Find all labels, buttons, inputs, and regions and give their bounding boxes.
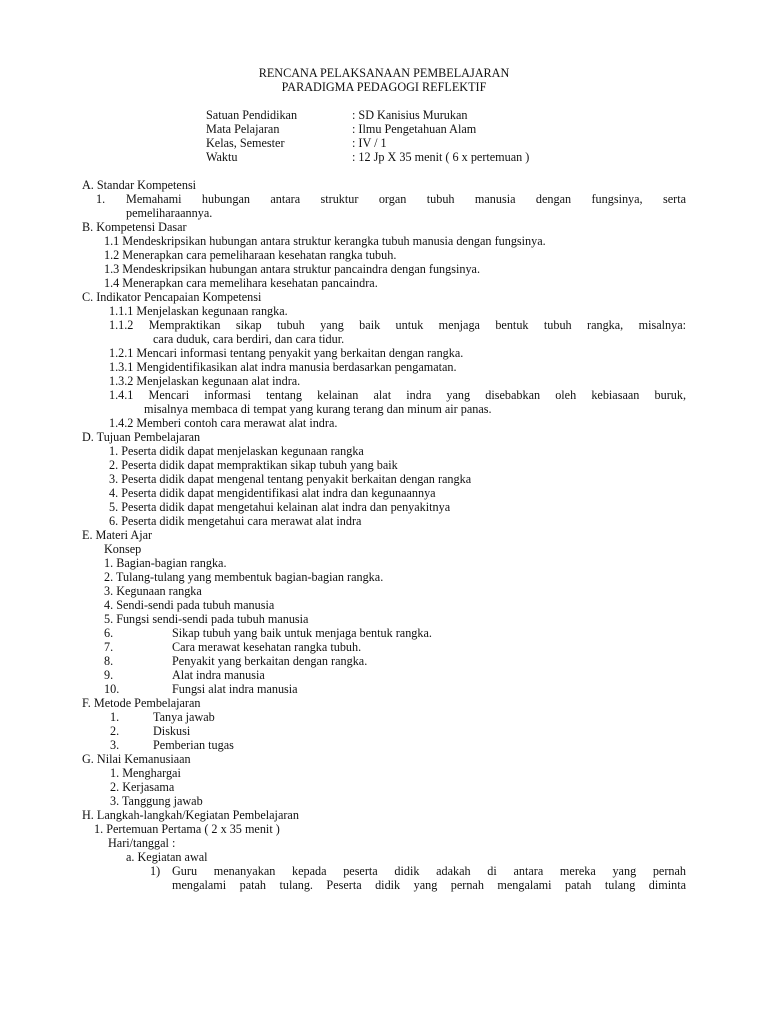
list-number: 2. — [110, 724, 120, 738]
list-item: 2. Peserta didik dapat mempraktikan sikap tubuh yang baik — [109, 458, 398, 472]
list-item: 1.2.1 Mencari informasi tentang penyakit yang berkaitan dengan rangka. — [109, 346, 464, 360]
date-label: Hari/tanggal : — [108, 836, 176, 850]
list-item: 1.4.2 Memberi contoh cara merawat alat indra. — [109, 416, 338, 430]
activity-heading: a. Kegiatan awal — [126, 850, 208, 864]
meta-key: Mata Pelajaran — [206, 122, 280, 136]
list-number: 1. — [96, 192, 106, 206]
list-item: 4. Peserta didik dapat mengidentifikasi alat indra dan kegunaannya — [109, 486, 436, 500]
list-item-continuation: cara duduk, cara berdiri, dan cara tidur. — [153, 332, 345, 346]
section-heading-a: A. Standar Kompetensi — [82, 178, 197, 192]
list-number: 10. — [104, 682, 120, 696]
list-item: 1.1.1 Menjelaskan kegunaan rangka. — [109, 304, 288, 318]
list-item: Pemberian tugas — [153, 738, 234, 752]
list-item-continuation: misalnya membaca di tempat yang kurang terang dan minum air panas. — [144, 402, 492, 416]
section-heading-b: B. Kompetensi Dasar — [82, 220, 187, 234]
list-item: 1.1 Mendeskripsikan hubungan antara struktur kerangka tubuh manusia dengan fungsinya. — [104, 234, 546, 248]
meeting-heading: 1. Pertemuan Pertama ( 2 x 35 menit ) — [94, 822, 280, 836]
meta-value: : IV / 1 — [352, 136, 387, 150]
document-subtitle: PARADIGMA PEDAGOGI REFLEKTIF — [281, 80, 487, 94]
meta-value: : 12 Jp X 35 menit ( 6 x pertemuan ) — [352, 150, 530, 164]
list-item: 2. Tulang-tulang yang membentuk bagian-bagian rangka. — [104, 570, 384, 584]
list-item: 1.4.1 Mencari informasi tentang kelainan alat indra yang disebabkan oleh kebiasaan buruk, — [109, 388, 686, 402]
list-item: Sikap tubuh yang baik untuk menjaga bentuk rangka. — [172, 626, 432, 640]
list-item: 5. Peserta didik dapat mengetahui kelainan alat indra dan penyakitnya — [109, 500, 451, 514]
list-item: 1.3.1 Mengidentifikasikan alat indra manusia berdasarkan pengamatan. — [109, 360, 457, 374]
list-item: 1.3 Mendeskripsikan hubungan antara struktur pancaindra dengan fungsinya. — [104, 262, 481, 276]
list-number: 1. — [110, 710, 120, 724]
list-item: Penyakit yang berkaitan dengan rangka. — [172, 654, 368, 668]
list-number: 3. — [110, 738, 120, 752]
list-item: 5. Fungsi sendi-sendi pada tubuh manusia — [104, 612, 309, 626]
list-number: 8. — [104, 654, 114, 668]
section-heading-e: E. Materi Ajar — [82, 528, 153, 542]
list-item: 6. Peserta didik mengetahui cara merawat alat indra — [109, 514, 362, 528]
list-number: 9. — [104, 668, 114, 682]
list-item: 2. Kerjasama — [110, 780, 175, 794]
list-number: 7. — [104, 640, 114, 654]
document-title: RENCANA PELAKSANAAN PEMBELAJARAN — [258, 66, 510, 80]
list-item: 3. Peserta didik dapat mengenal tentang penyakit berkaitan dengan rangka — [109, 472, 472, 486]
list-item: 1. Bagian-bagian rangka. — [104, 556, 227, 570]
list-item: 3. Kegunaan rangka — [104, 584, 202, 598]
list-item: 4. Sendi-sendi pada tubuh manusia — [104, 598, 275, 612]
list-number: 6. — [104, 626, 114, 640]
section-heading-h: H. Langkah-langkah/Kegiatan Pembelajaran — [82, 808, 299, 822]
list-item: Alat indra manusia — [172, 668, 265, 682]
meta-key: Kelas, Semester — [206, 136, 285, 150]
list-item: 1.3.2 Menjelaskan kegunaan alat indra. — [109, 374, 301, 388]
list-item: Guru menanyakan kepada peserta didik adakah di antara mereka yang pernah — [172, 864, 686, 878]
list-item: 1.4 Menerapkan cara memelihara kesehatan pancaindra. — [104, 276, 378, 290]
list-item-continuation: pemeliharaannya. — [126, 206, 213, 220]
section-heading-g: G. Nilai Kemanusiaan — [82, 752, 191, 766]
section-heading-c: C. Indikator Pencapaian Kompetensi — [82, 290, 262, 304]
list-item: 1.1.2 Mempraktikan sikap tubuh yang baik untuk menjaga bentuk tubuh rangka, misalnya: — [109, 318, 686, 332]
list-item: Diskusi — [153, 724, 191, 738]
meta-key: Waktu — [206, 150, 238, 164]
meta-value: : Ilmu Pengetahuan Alam — [352, 122, 477, 136]
subheading: Konsep — [104, 542, 142, 556]
section-heading-f: F. Metode Pembelajaran — [82, 696, 201, 710]
list-number: 1) — [150, 864, 161, 878]
list-item: Fungsi alat indra manusia — [172, 682, 298, 696]
list-item-continuation: mengalami patah tulang. Peserta didik yang pernah mengalami patah tulang diminta — [172, 878, 686, 892]
list-item: 1. Menghargai — [110, 766, 181, 780]
list-item: Tanya jawab — [153, 710, 215, 724]
meta-value: : SD Kanisius Murukan — [352, 108, 468, 122]
meta-key: Satuan Pendidikan — [206, 108, 298, 122]
section-heading-d: D. Tujuan Pembelajaran — [82, 430, 201, 444]
list-item: Memahami hubungan antara struktur organ tubuh manusia dengan fungsinya, serta — [126, 192, 686, 206]
list-item: 1.2 Menerapkan cara pemeliharaan kesehatan rangka tubuh. — [104, 248, 397, 262]
list-item: 3. Tanggung jawab — [110, 794, 203, 808]
list-item: Cara merawat kesehatan rangka tubuh. — [172, 640, 362, 654]
list-item: 1. Peserta didik dapat menjelaskan kegunaan rangka — [109, 444, 364, 458]
